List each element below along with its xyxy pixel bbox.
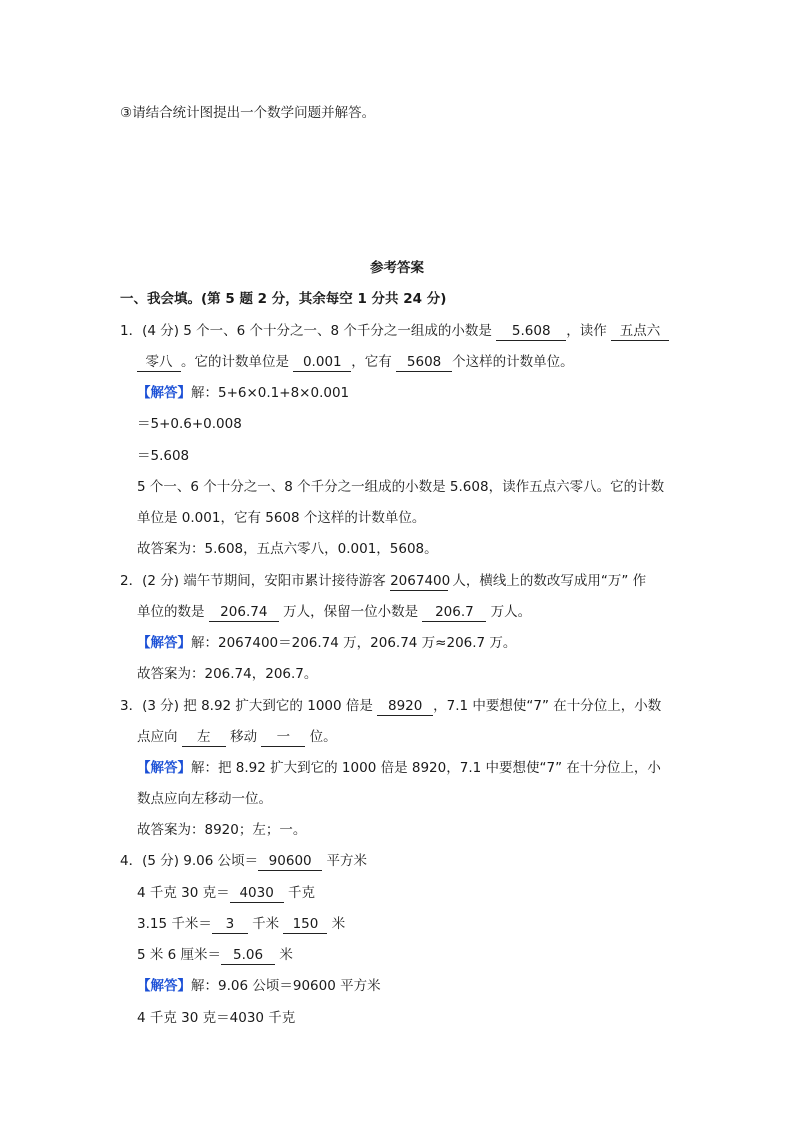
q1-text: 1．(4 分) 5 个一、6 个十分之一、8 个千分之一组成的小数是 bbox=[120, 323, 497, 339]
q1-sol4: 5 个一、6 个十分之一、8 个千分之一组成的小数是 5.608，读作五点六零八。它的计数 bbox=[137, 479, 665, 495]
q2-blank2: 206.7 bbox=[422, 604, 486, 622]
q3-text: ，7.1 中要想使“7” 在十分位上，小数 bbox=[433, 698, 662, 714]
q4-text: 米 bbox=[327, 916, 346, 932]
q4-text: 米 bbox=[275, 947, 293, 963]
q1-sol1: 解：5+6×0.1+8×0.001 bbox=[191, 385, 350, 401]
q1-text: ，读作 bbox=[566, 323, 612, 339]
q2-line1 bbox=[120, 571, 646, 591]
q4-blank1: 90600 bbox=[258, 853, 322, 871]
q1-text: 。它的计数单位是 bbox=[181, 354, 294, 370]
q4-text: 平方米 bbox=[322, 853, 367, 869]
q2-text: 2．(2 分) 端午节期间，安阳市累计接待游客 bbox=[120, 573, 391, 589]
q3-text: 3．(3 分) 把 8.92 扩大到它的 1000 倍是 bbox=[120, 698, 378, 714]
answer-tag: 【解答】 bbox=[137, 978, 191, 994]
q2-line2 bbox=[137, 602, 531, 622]
q3-line1 bbox=[120, 696, 661, 716]
q4-blank2: 4030 bbox=[230, 885, 284, 903]
q3-blank3: 一 bbox=[261, 729, 305, 747]
q3-sol1: 解：把 8.92 扩大到它的 1000 倍是 8920，7.1 中要想使“7” 在十分位上，小 bbox=[191, 760, 661, 776]
q1-text: ，它有 bbox=[351, 354, 397, 370]
q3-text: 点应向 bbox=[137, 729, 182, 745]
answer-tag: 【解答】 bbox=[137, 760, 191, 776]
q1-sol6: 故答案为：5.608，五点六零八，0.001，5608。 bbox=[137, 541, 438, 557]
q4-line3 bbox=[137, 914, 345, 934]
q4-line4 bbox=[137, 945, 293, 965]
q2-blank1: 206.74 bbox=[209, 604, 279, 622]
q4-text: 千米 bbox=[247, 916, 284, 932]
q4-blank4: 150 bbox=[283, 916, 327, 934]
q4-sol2: 4 千克 30 克＝4030 千克 bbox=[137, 1010, 296, 1026]
q1-line1 bbox=[120, 321, 669, 341]
q4-text: 5 米 6 厘米＝ bbox=[137, 947, 222, 963]
q4-blank3: 3 bbox=[212, 916, 248, 934]
q4-text: 4 千克 30 克＝ bbox=[137, 885, 230, 901]
answer-tag: 【解答】 bbox=[137, 385, 191, 401]
q4-text: 千克 bbox=[283, 885, 315, 901]
q3-blank2: 左 bbox=[182, 729, 226, 747]
q1-sol2: ＝5+0.6+0.008 bbox=[137, 416, 242, 432]
q4-line1 bbox=[120, 851, 367, 871]
q4-text: 3.15 千米＝ bbox=[137, 916, 212, 932]
section-heading: 一、我会填。(第 5 题 2 分，其余每空 1 分共 24 分) bbox=[120, 291, 447, 307]
q1-sol3: ＝5.608 bbox=[137, 448, 190, 464]
q4-sol1: 解：9.06 公顷＝90600 平方米 bbox=[191, 978, 381, 994]
q1-line2 bbox=[137, 352, 574, 372]
q2-text: 万人。 bbox=[486, 604, 532, 620]
q4-text: 4．(5 分) 9.06 公顷＝ bbox=[120, 853, 259, 869]
q2-number: 2067400 bbox=[390, 573, 451, 589]
q2-sol1: 解：2067400＝206.74 万，206.74 万≈206.7 万。 bbox=[191, 635, 517, 651]
q1-blank2-cont: 零八 bbox=[137, 354, 181, 372]
q3-sol2: 数点应向左移动一位。 bbox=[137, 791, 272, 807]
q2-text: 人，横线上的数改写成用“万” 作 bbox=[448, 573, 647, 589]
answer-title: 参考答案 bbox=[370, 260, 424, 276]
q4-solution-line bbox=[137, 976, 381, 996]
q1-blank1: 5.608 bbox=[496, 323, 566, 341]
q3-text: 位。 bbox=[305, 729, 337, 745]
answer-tag: 【解答】 bbox=[137, 635, 191, 651]
q3-blank1: 8920 bbox=[377, 698, 433, 716]
q3-sol3: 故答案为：8920；左；一。 bbox=[137, 822, 307, 838]
q3-line2 bbox=[137, 727, 337, 747]
q3-text: 移动 bbox=[225, 729, 262, 745]
q2-text: 单位的数是 bbox=[137, 604, 209, 620]
q2-sol2: 故答案为：206.74，206.7。 bbox=[137, 666, 318, 682]
q1-blank4: 5608 bbox=[396, 354, 452, 372]
q4-blank5: 5.06 bbox=[221, 947, 275, 965]
q3-solution-line bbox=[137, 758, 661, 778]
q2-solution-line bbox=[137, 633, 516, 653]
q4-line2 bbox=[137, 883, 315, 903]
question-tail: ③请结合统计图提出一个数学问题并解答。 bbox=[120, 105, 376, 121]
q1-solution-line bbox=[137, 383, 349, 403]
q1-blank2: 五点六 bbox=[611, 323, 669, 341]
q1-blank3: 0.001 bbox=[293, 354, 351, 372]
q2-text: 万人，保留一位小数是 bbox=[278, 604, 423, 620]
q1-sol5: 单位是 0.001，它有 5608 个这样的计数单位。 bbox=[137, 510, 426, 526]
q1-text: 个这样的计数单位。 bbox=[452, 354, 574, 370]
